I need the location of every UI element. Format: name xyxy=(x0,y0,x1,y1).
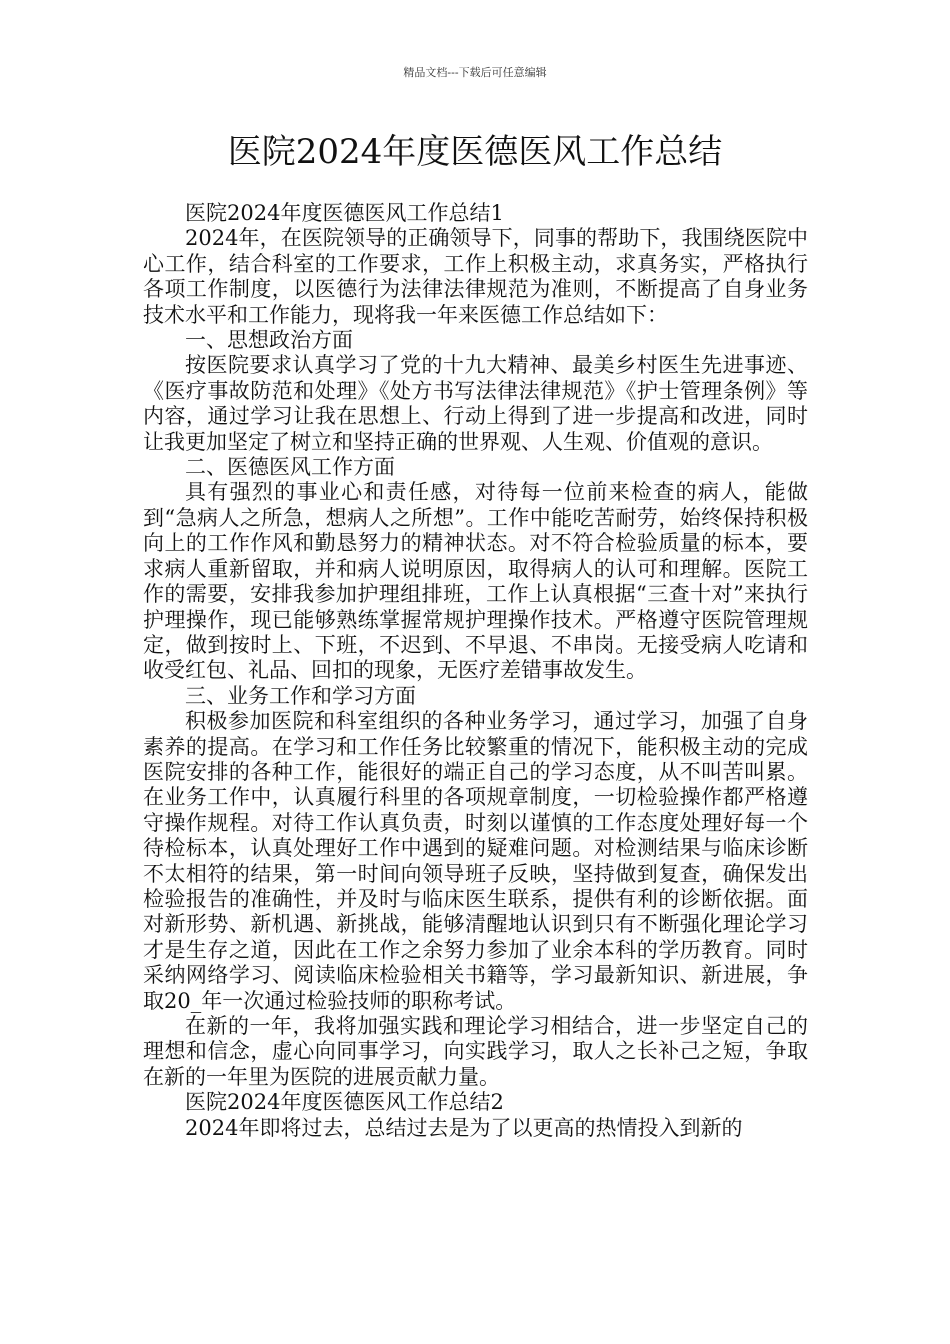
body-paragraph: 2024年，在医院领导的正确领导下，同事的帮助下，我围绕医院中心工作，结合科室的工作要求，工作上积极主动，求真务实，严格执行各项工作制度，以医德行为法律法律规范为准则，不断提高了自身业务技术水平和工作能力，现将我一年来医德工作总结如下： xyxy=(143,226,808,327)
document-title: 医院2024年度医德医风工作总结 xyxy=(227,132,723,172)
section-heading: 医院2024年度医德医风工作总结1 xyxy=(185,201,504,225)
body-paragraph: 积极参加医院和科室组织的各种业务学习，通过学习，加强了自身素养的提高。在学习和工作任务比较繁重的情况下，能积极主动的完成医院安排的各种工作，能很好的端正自己的学习态度，从不叫苦叫累。在业务工作中，认真履行科里的各项规章制度，一切检验操作都严格遵守操作规程。对待工作认真负责，时刻以谨慎的工作态度处理好每一个待检标本，认真处理好工作中遇到的疑难问题。对检测结果与临床诊断不太相符的结果，第一时间向领导班子反映，坚持做到复查，确保发出检验报告的准确性，并及时与临床医生联系，提供有利的诊断依据。面对新形势、新机遇、新挑战，能够清醒地认识到只有不断强化理论学习才是生存之道，因此在工作之余努力参加了业余本科的学历教育。同时采纳网络学习、阅读临床检验相关书籍等，学习最新知识、新进展，争取20_年一次通过检验技师的职称考试。 xyxy=(143,709,808,1013)
body-paragraph: 具有强烈的事业心和责任感，对待每一位前来检查的病人，能做到“急病人之所急，想病人之所想”。工作中能吃苦耐劳，始终保持积极向上的工作作风和勤恳努力的精神状态。对不符合检验质量的标本，要求病人重新留取，并和病人说明原因，取得病人的认可和理解。医院工作的需要，安排我参加护理组排班，工作上认真根据“三查十对”来执行护理操作，现已能够熟练掌握常规护理操作技术。严格遵守医院管理规定，做到按时上、下班，不迟到、不早退、不串岗。无接受病人吃请和收受红包、礼品、回扣的现象，无医疗差错事故发生。 xyxy=(143,480,808,683)
section-heading: 二、医德医风工作方面 xyxy=(185,455,395,480)
header-note: 精品文档---下载后可任意编辑 xyxy=(403,66,547,79)
section-heading: 医院2024年度医德医风工作总结2 xyxy=(185,1090,504,1115)
section-heading: 三、业务工作和学习方面 xyxy=(185,683,416,708)
body-paragraph: 在新的一年，我将加强实践和理论学习相结合，进一步坚定自己的理想和信念，虚心向同事学习，向实践学习，取人之长补己之短，争取在新的一年里为医院的进展贡献力量。 xyxy=(143,1014,808,1089)
document-body xyxy=(143,201,808,1141)
body-paragraph: 2024年即将过去，总结过去是为了以更高的热情投入到新的 xyxy=(185,1115,743,1140)
section-heading: 一、思想政治方面 xyxy=(185,328,353,353)
body-paragraph: 按医院要求认真学习了党的十九大精神、最美乡村医生先进事迹、《医疗事故防范和处理》《处方书写法律法律规范》《护士管理条例》等内容，通过学习让我在思想上、行动上得到了进一步提高和改进，同时让我更加坚定了树立和坚持正确的世界观、人生观、价值观的意识。 xyxy=(143,353,808,454)
